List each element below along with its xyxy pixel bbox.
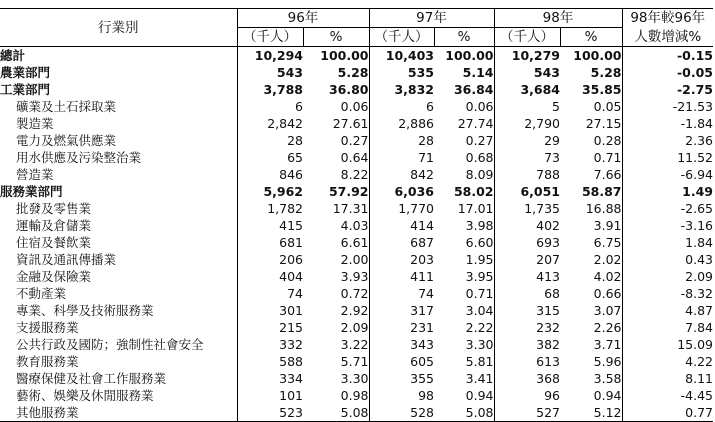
- cell-employed-98: 527: [494, 404, 560, 422]
- cell-employed-97: 28: [369, 132, 434, 149]
- industry-label: 運輸及倉儲業: [16, 218, 92, 233]
- cell-change-pct: 0.77: [622, 404, 713, 422]
- cell-pct-96: 2.92: [340, 303, 369, 318]
- cell-change-pct: 11.52: [622, 149, 713, 166]
- cell-pct-97: 100.00: [445, 48, 494, 63]
- cell-pct-98: 16.88: [585, 201, 622, 216]
- cell-employed-96: 543: [237, 64, 303, 81]
- cell-employed-98: 68: [494, 285, 560, 302]
- cell-pct-96: 3.22: [340, 337, 369, 352]
- cell-employed-98: 543: [494, 64, 560, 81]
- cell-employed-96: 415: [237, 217, 303, 234]
- table-row: [0, 149, 713, 166]
- table-body: [0, 47, 713, 422]
- cell-employed-98: 693: [494, 234, 560, 251]
- cell-pct-96: 6.61: [340, 235, 369, 250]
- industry-label: 用水供應及污染整治業: [16, 150, 142, 165]
- cell-pct-98: 3.58: [593, 371, 622, 386]
- cell-employed-98: 10,279: [494, 47, 560, 65]
- cell-pct-96: 0.06: [340, 99, 369, 114]
- industry-header: 行業別: [0, 9, 237, 47]
- cell-employed-98: 1,735: [494, 200, 560, 217]
- cell-employed-96: 206: [237, 251, 303, 268]
- cell-pct-97: 0.71: [465, 286, 494, 301]
- cell-employed-97: 535: [369, 64, 434, 81]
- table-row: [0, 404, 713, 422]
- industry-label: 教育服務業: [16, 354, 79, 369]
- cell-employed-98: 315: [494, 302, 560, 319]
- cell-pct-97: 58.02: [453, 184, 494, 199]
- cell-pct-98: 0.94: [593, 388, 622, 403]
- cell-employed-97: 317: [369, 302, 434, 319]
- cell-pct-97: 2.22: [465, 320, 494, 335]
- table-row: [0, 387, 713, 404]
- cell-pct-97: 5.08: [434, 404, 494, 422]
- cell-pct-97: 6.60: [465, 235, 494, 250]
- cell-pct-97: 27.74: [457, 116, 494, 131]
- year-97-unit: （千人）: [369, 28, 434, 47]
- table-row: [0, 81, 713, 98]
- year-96-pct: %: [303, 28, 369, 47]
- industry-label: 營造業: [16, 167, 54, 182]
- cell-employed-98: 2,790: [494, 115, 560, 132]
- cell-employed-97: 98: [369, 387, 434, 404]
- cell-pct-96: 100.00: [320, 48, 369, 63]
- cell-pct-97: 3.30: [465, 337, 494, 352]
- cell-pct-96: 5.71: [340, 354, 369, 369]
- table-row: [0, 370, 713, 387]
- cell-pct-98: 7.66: [593, 167, 622, 182]
- cell-pct-96: 4.03: [340, 218, 369, 233]
- cell-pct-97: 3.95: [465, 269, 494, 284]
- industry-label: 金融及保險業: [16, 269, 92, 284]
- table-row: [0, 115, 713, 132]
- cell-pct-97: 0.94: [465, 388, 494, 403]
- cell-pct-96: 0.98: [340, 388, 369, 403]
- cell-pct-96: 0.27: [340, 133, 369, 148]
- table-row: [0, 132, 713, 149]
- industry-label: 總計: [0, 48, 26, 63]
- cell-employed-97: 231: [369, 319, 434, 336]
- cell-pct-97: 1.95: [465, 252, 494, 267]
- cell-pct-97: 0.68: [465, 150, 494, 165]
- cell-pct-97: 3.04: [465, 303, 494, 318]
- cell-employed-98: 413: [494, 268, 560, 285]
- cell-pct-97: 8.09: [465, 167, 494, 182]
- cell-employed-98: 3,684: [494, 81, 560, 98]
- cell-employed-96: 101: [237, 387, 303, 404]
- cell-employed-96: 74: [237, 285, 303, 302]
- cell-employed-96: 332: [237, 336, 303, 353]
- cell-pct-98: 0.66: [593, 286, 622, 301]
- table-header: [0, 9, 713, 47]
- cell-employed-98: 29: [494, 132, 560, 149]
- cell-employed-96: 5,962: [237, 183, 303, 200]
- cell-employed-96: 65: [237, 149, 303, 166]
- cell-change-pct: -2.65: [622, 200, 713, 217]
- cell-employed-98: 6,051: [494, 183, 560, 200]
- cell-change-pct: 4.22: [622, 353, 713, 370]
- cell-employed-97: 355: [369, 370, 434, 387]
- cell-pct-97: 5.81: [465, 354, 494, 369]
- cell-pct-97: 0.27: [465, 133, 494, 148]
- cell-pct-98: 3.71: [593, 337, 622, 352]
- cell-change-pct: -6.94: [622, 166, 713, 183]
- year-96-header: 96年: [237, 9, 369, 28]
- table-row: [0, 183, 713, 200]
- cell-pct-98: 2.02: [593, 252, 622, 267]
- cell-pct-98: 6.75: [593, 235, 622, 250]
- cell-change-pct: -21.53: [622, 98, 713, 115]
- cell-employed-98: 232: [494, 319, 560, 336]
- cell-employed-96: 28: [237, 132, 303, 149]
- industry-label: 製造業: [16, 116, 54, 131]
- year-98-pct: %: [560, 28, 622, 47]
- cell-change-pct: 1.49: [622, 183, 713, 200]
- cell-change-pct: 2.36: [622, 132, 713, 149]
- industry-label: 批發及零售業: [16, 201, 92, 216]
- cell-change-pct: -4.45: [622, 387, 713, 404]
- cell-employed-96: 588: [237, 353, 303, 370]
- cell-employed-98: 382: [494, 336, 560, 353]
- cell-pct-97: 3.98: [465, 218, 494, 233]
- cell-employed-98: 5: [494, 98, 560, 115]
- cell-employed-97: 687: [369, 234, 434, 251]
- cell-pct-98: 35.85: [581, 82, 622, 97]
- cell-employed-97: 71: [369, 149, 434, 166]
- cell-pct-96: 36.80: [328, 82, 369, 97]
- cell-pct-96: 3.93: [340, 269, 369, 284]
- cell-change-pct: -2.75: [622, 81, 713, 98]
- cell-change-pct: -8.32: [622, 285, 713, 302]
- cell-employed-97: 2,886: [369, 115, 434, 132]
- cell-employed-96: 10,294: [237, 47, 303, 65]
- cell-pct-97: 5.14: [462, 65, 494, 80]
- industry-label: 支援服務業: [16, 320, 79, 335]
- cell-employed-97: 203: [369, 251, 434, 268]
- cell-change-pct: 1.84: [622, 234, 713, 251]
- cell-employed-96: 1,782: [237, 200, 303, 217]
- employment-by-industry-table: [0, 8, 713, 422]
- cell-employed-97: 10,403: [369, 47, 434, 65]
- cell-pct-96: 57.92: [328, 184, 369, 199]
- cell-employed-96: 846: [237, 166, 303, 183]
- cell-pct-96: 27.61: [332, 116, 369, 131]
- table-row: [0, 200, 713, 217]
- year-96-unit: （千人）: [237, 28, 303, 47]
- table-row: [0, 336, 713, 353]
- cell-pct-97: 3.41: [465, 371, 494, 386]
- cell-employed-96: 301: [237, 302, 303, 319]
- industry-label: 不動產業: [16, 286, 67, 301]
- cell-change-pct: 2.09: [622, 268, 713, 285]
- cell-pct-98: 5.28: [590, 65, 622, 80]
- table-row: [0, 353, 713, 370]
- cell-employed-97: 3,832: [369, 81, 434, 98]
- cell-change-pct: -3.16: [622, 217, 713, 234]
- table-row: [0, 319, 713, 336]
- cell-employed-97: 74: [369, 285, 434, 302]
- cell-pct-96: 8.22: [340, 167, 369, 182]
- cell-employed-97: 605: [369, 353, 434, 370]
- table-row: [0, 234, 713, 251]
- year-97-header: 97年: [369, 9, 494, 28]
- cell-pct-97: 36.84: [453, 82, 494, 97]
- table-row: [0, 166, 713, 183]
- cell-employed-98: 788: [494, 166, 560, 183]
- cell-change-pct: 4.87: [622, 302, 713, 319]
- cell-employed-96: 334: [237, 370, 303, 387]
- cell-employed-98: 368: [494, 370, 560, 387]
- cell-pct-98: 4.02: [593, 269, 622, 284]
- industry-label: 住宿及餐飲業: [16, 235, 92, 250]
- cell-employed-97: 6: [369, 98, 434, 115]
- cell-employed-98: 613: [494, 353, 560, 370]
- cell-employed-96: 2,842: [237, 115, 303, 132]
- cell-pct-98: 58.87: [581, 184, 622, 199]
- industry-label: 電力及燃氣供應業: [16, 133, 117, 148]
- cell-employed-96: 523: [237, 404, 303, 422]
- cell-employed-97: 414: [369, 217, 434, 234]
- cell-employed-97: 6,036: [369, 183, 434, 200]
- cell-employed-97: 528: [369, 404, 434, 422]
- cell-employed-98: 402: [494, 217, 560, 234]
- table-row: [0, 217, 713, 234]
- cell-employed-96: 6: [237, 98, 303, 115]
- cell-pct-97: 17.01: [457, 201, 494, 216]
- cell-pct-97: 0.06: [465, 99, 494, 114]
- table-row: [0, 64, 713, 81]
- table-row: [0, 251, 713, 268]
- cell-pct-98: 0.71: [593, 150, 622, 165]
- cell-pct-98: 5.12: [560, 404, 622, 422]
- industry-label: 服務業部門: [0, 184, 63, 199]
- table-row: [0, 268, 713, 285]
- table-row: [0, 285, 713, 302]
- cell-change-pct: 7.84: [622, 319, 713, 336]
- cell-employed-98: 207: [494, 251, 560, 268]
- change-header-line1: 98年較96年: [622, 9, 713, 28]
- cell-pct-96: 17.31: [332, 201, 369, 216]
- cell-pct-96: 5.28: [337, 65, 369, 80]
- cell-change-pct: 0.43: [622, 251, 713, 268]
- cell-employed-97: 1,770: [369, 200, 434, 217]
- cell-employed-98: 96: [494, 387, 560, 404]
- table-row: [0, 47, 713, 65]
- change-header-line2: 人數增減%: [622, 28, 713, 47]
- industry-label: 專業、科學及技術服務業: [16, 303, 154, 318]
- year-98-header: 98年: [494, 9, 622, 28]
- industry-label: 藝術、娛樂及休閒服務業: [16, 388, 154, 403]
- cell-pct-98: 0.28: [593, 133, 622, 148]
- cell-pct-98: 3.91: [593, 218, 622, 233]
- cell-employed-96: 215: [237, 319, 303, 336]
- year-98-unit: （千人）: [494, 28, 560, 47]
- year-97-pct: %: [434, 28, 494, 47]
- cell-employed-96: 404: [237, 268, 303, 285]
- industry-label: 礦業及土石採取業: [16, 99, 117, 114]
- cell-change-pct: -1.84: [622, 115, 713, 132]
- cell-employed-97: 411: [369, 268, 434, 285]
- cell-change-pct: -0.05: [622, 64, 713, 81]
- industry-label: 其他服務業: [0, 404, 237, 422]
- cell-pct-98: 5.96: [593, 354, 622, 369]
- industry-label: 醫療保健及社會工作服務業: [16, 371, 167, 386]
- industry-label: 公共行政及國防；強制性社會安全: [16, 337, 204, 352]
- cell-change-pct: 8.11: [622, 370, 713, 387]
- table-row: [0, 98, 713, 115]
- cell-pct-96: 0.72: [340, 286, 369, 301]
- cell-employed-97: 343: [369, 336, 434, 353]
- cell-pct-96: 3.30: [340, 371, 369, 386]
- industry-label: 工業部門: [0, 82, 51, 97]
- cell-pct-98: 2.26: [593, 320, 622, 335]
- cell-employed-96: 681: [237, 234, 303, 251]
- industry-label: 農業部門: [0, 65, 51, 80]
- cell-employed-96: 3,788: [237, 81, 303, 98]
- table-row: [0, 302, 713, 319]
- cell-pct-98: 100.00: [573, 48, 622, 63]
- cell-pct-98: 3.07: [593, 303, 622, 318]
- cell-pct-98: 0.05: [593, 99, 622, 114]
- cell-pct-98: 27.15: [585, 116, 622, 131]
- cell-pct-96: 2.09: [340, 320, 369, 335]
- cell-change-pct: -0.15: [622, 47, 713, 65]
- cell-pct-96: 5.08: [303, 404, 369, 422]
- industry-label: 資訊及通訊傳播業: [16, 252, 117, 267]
- cell-employed-98: 73: [494, 149, 560, 166]
- cell-employed-97: 842: [369, 166, 434, 183]
- cell-pct-96: 0.64: [340, 150, 369, 165]
- cell-pct-96: 2.00: [340, 252, 369, 267]
- cell-change-pct: 15.09: [622, 336, 713, 353]
